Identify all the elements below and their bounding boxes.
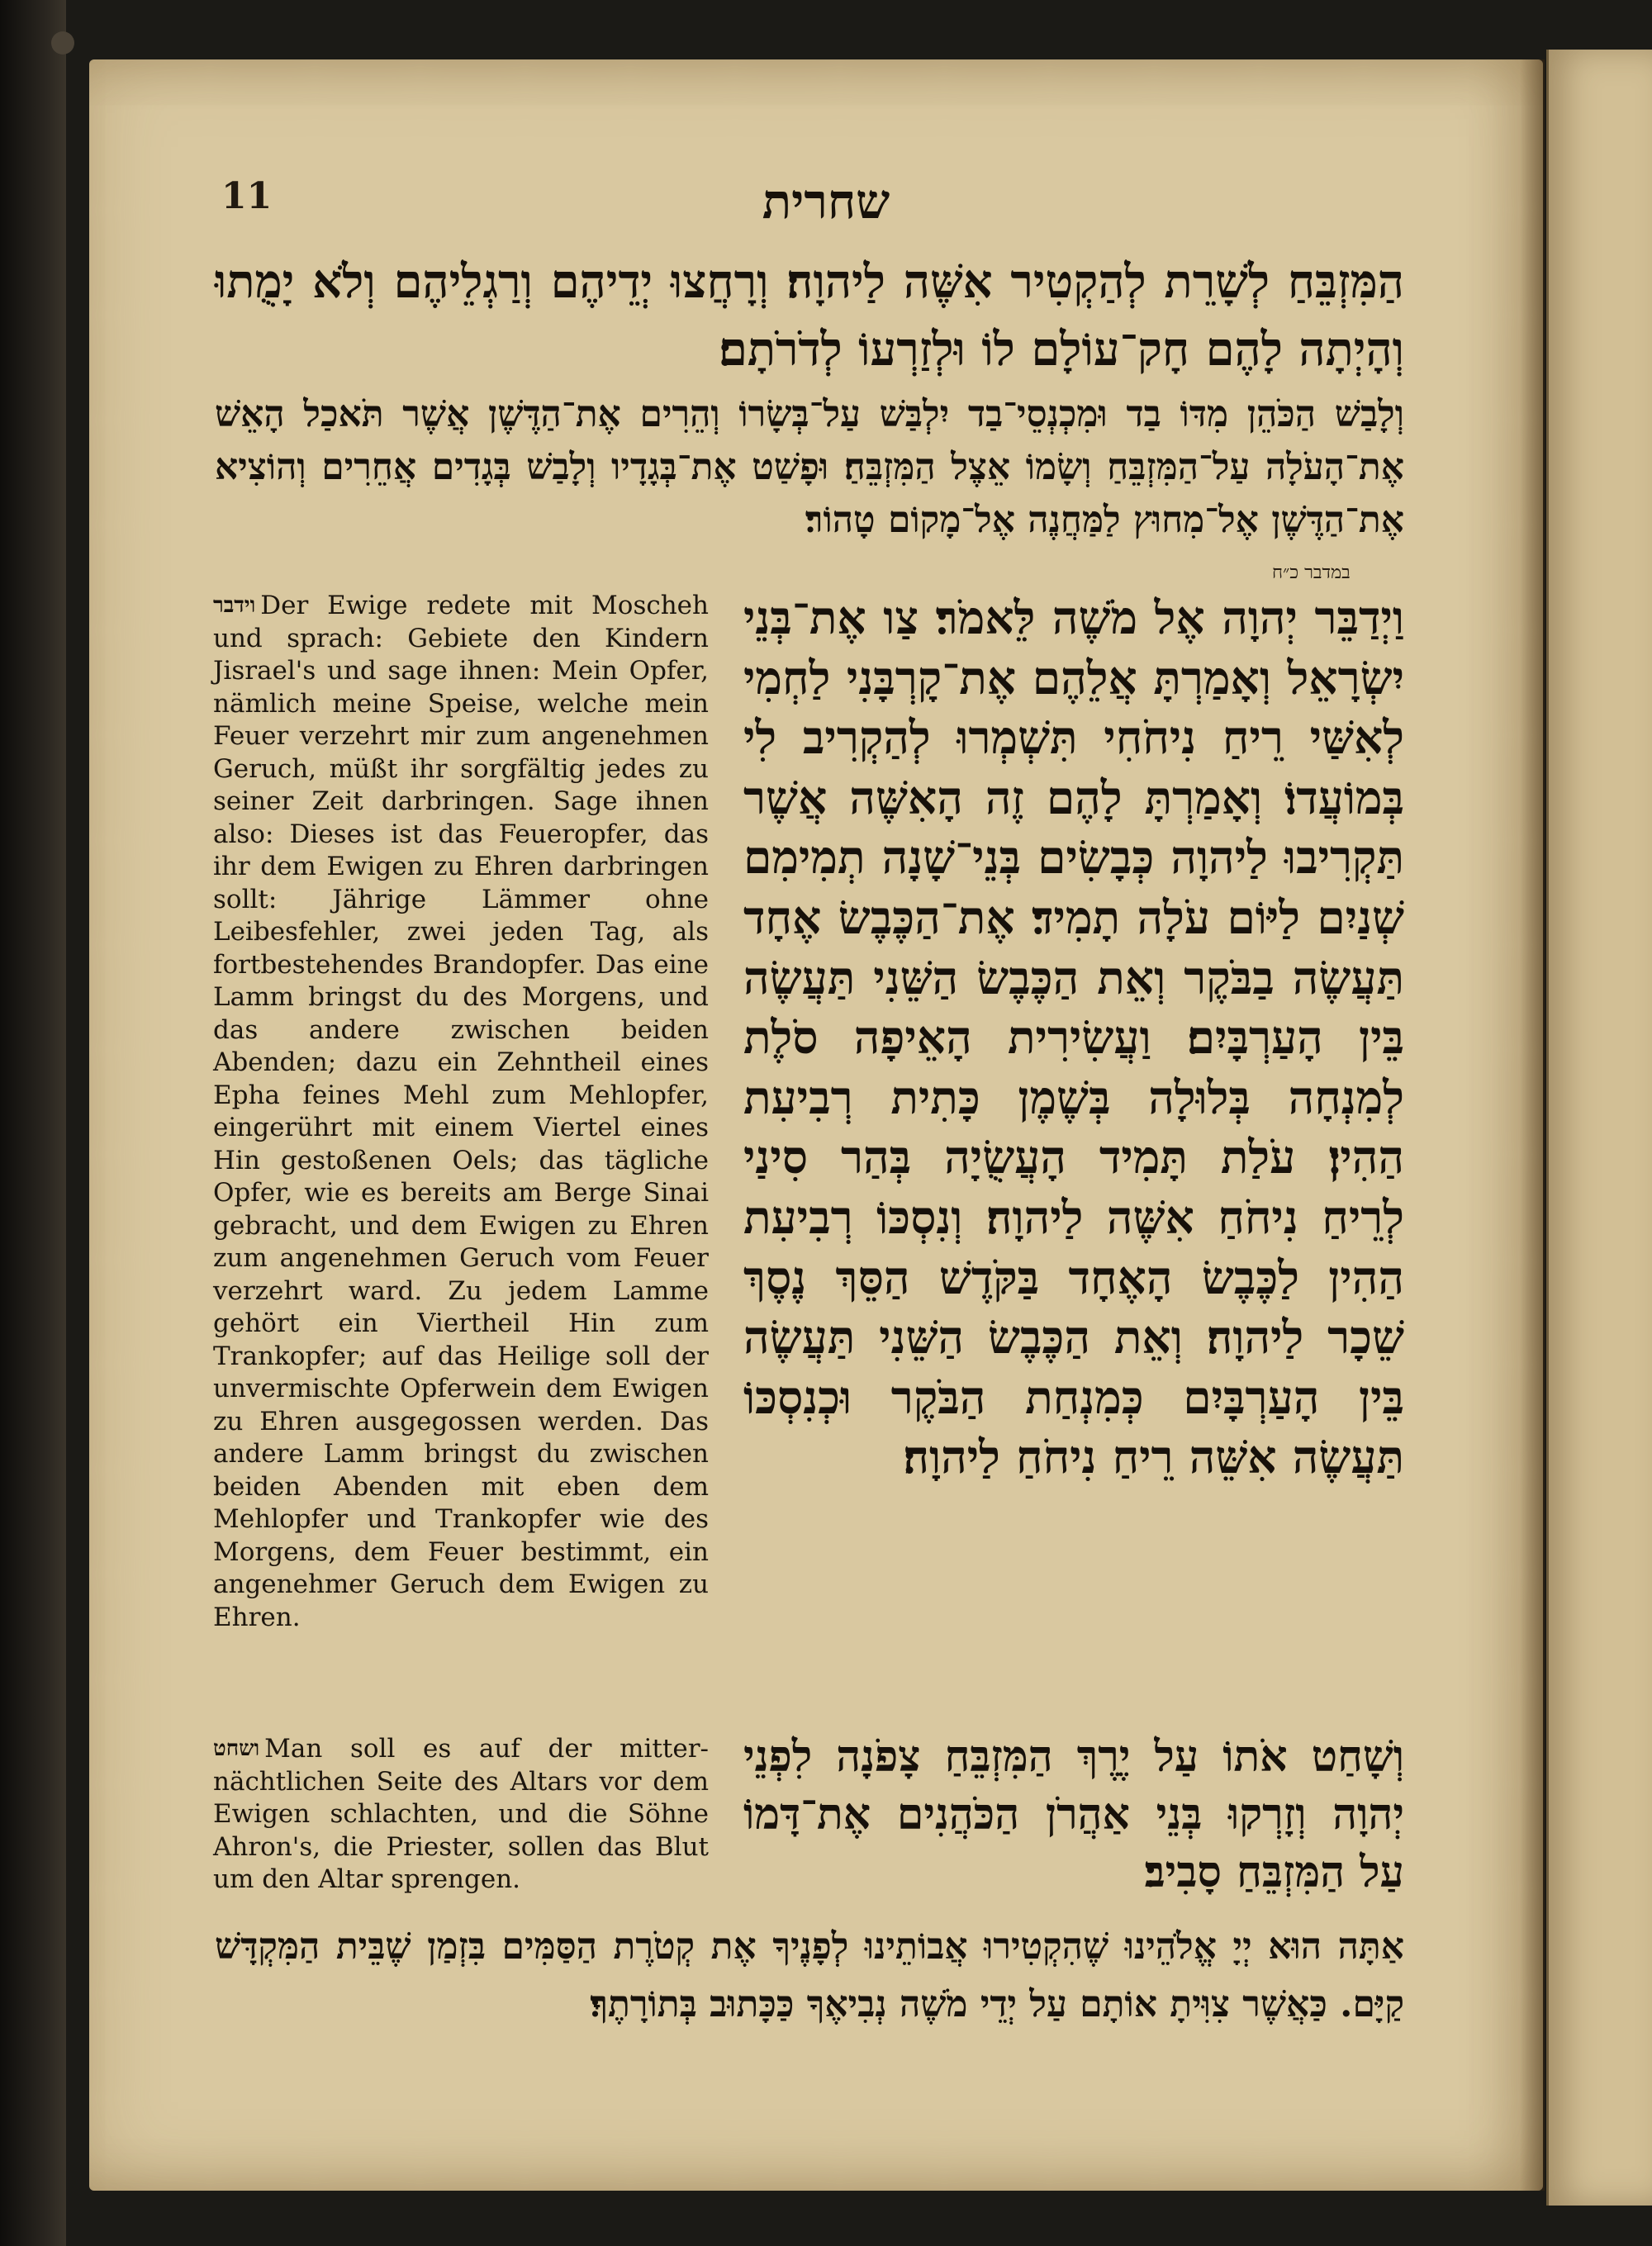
top-hebrew-verse-a: הַמִּזְבֵּחַ לְשָׁרֵת לְהַקְטִיר אִשֶּׁה לַיהוָה׃ וְרָחֲצוּ יְדֵיהֶם וְרַגְלֵיהֶם וְלֹא יָמֻתוּ וְהָיְתָה לָהֶם חָק־עוֹלָם לוֹ וּלְזַרְעוֹ לְדֹרֹתָם׃ <box>215 254 1404 377</box>
page-gutter-shadow <box>1520 59 1545 2191</box>
german-text: Man soll es auf der mitternächtlichen Seite des Altars vor dem Ewigen schlachten, und die Söhne Ahron's, die Priester, sollen das Blut um den Altar sprengen. <box>213 1734 709 1894</box>
book-spine <box>0 0 66 2246</box>
binding-thread <box>51 31 74 55</box>
german-translation-para-1 <box>213 590 709 1634</box>
hebrew-torah-para-2: וְשָׁחַט אֹתוֹ עַל יֶרֶךְ הַמִּזְבֵּחַ צָפֹנָה לִפְנֵי יְהוָה וְזָרְקוּ בְּנֵי אַהֲרֹן הַכֹּהֲנִים אֶת־דָּמוֹ עַל הַמִּזְבֵּחַ סָבִיב׃ <box>743 1731 1404 1897</box>
top-hebrew-verse-b: וְלָבַשׁ הַכֹּהֵן מִדּוֹ בַד וּמִכְנְסֵי־בַד יִלְבַּשׁ עַל־בְּשָׂרוֹ וְהֵרִים אֶת־הַדֶּשֶׁן אֲשֶׁר תֹּאכַל הָאֵשׁ אֶת־הָעֹלָה עַל־הַמִּזְבֵּחַ וְשָׂמוֹ אֵצֶל הַמִּזְבֵּחַ׃ וּפָשַׁט אֶת־בְּגָדָיו וְלָבַשׁ בְּגָדִים אֲחֵרִים וְהוֹצִיא אֶת־הַדֶּשֶׁן אֶל־מִחוּץ לַמַּחֲנֶה אֶל־מָקוֹם טָהוֹר׃ <box>215 393 1404 541</box>
bottom-prayer-text: אַתָּה הוּא יְיָ אֱלֹהֵינוּ שֶׁהִקְטִירוּ אֲבוֹתֵינוּ לְפָנֶיךָ אֶת קְטֹרֶת הַסַּמִּים בִּזְמַן שֶׁבֵּית הַמִּקְדָּשׁ קַיָּם. כַּאֲשֶׁר צִוִּיתָ אוֹתָם עַל יְדֵי מֹשֶׁה נְבִיאֶךָ כַּכָּתוּב בְּתוֹרָתֶךָ׃ <box>215 1925 1404 2025</box>
hebrew-torah-para-1: וַיְדַבֵּר יְהוָה אֶל מֹשֶׁה לֵּאמֹר׃ צַו אֶת־בְּנֵי יִשְׂרָאֵל וְאָמַרְתָּ אֲלֵהֶם אֶת־קָרְבָּנִי לַחְמִי לְאִשַּׁי רֵיחַ נִיחֹחִי תִּשְׁמְרוּ לְהַקְרִיב לִי בְּמוֹעֲדוֹ׃ וְאָמַרְתָּ לָהֶם זֶה הָאִשֶּׁה אֲשֶׁר תַּקְרִיבוּ לַיהוָה כְּבָשִׂים בְּנֵי־שָׁנָה תְמִימִם שְׁנַיִם לַיּוֹם עֹלָה תָמִיד׃ אֶת־הַכֶּבֶשׂ אֶחָד תַּעֲשֶׂה בַבֹּקֶר וְאֵת הַכֶּבֶשׂ הַשֵּׁנִי תַּעֲשֶׂה בֵּין הָעַרְבָּיִם׃ וַעֲשִׂירִית הָאֵיפָה סֹלֶת לְמִנְחָה בְּלוּלָה בְּשֶׁמֶן כָּתִית רְבִיעִת הַהִין׃ עֹלַת תָּמִיד הָעֲשֻׂיָה בְּהַר סִינַי לְרֵיחַ נִיחֹחַ אִשֶּׁה לַיהוָה׃ וְנִסְכּוֹ רְבִיעִת הַהִין לַכֶּבֶשׂ הָאֶחָד בַּקֹּדֶשׁ הַסֵּךְ נֶסֶךְ שֵׁכָר לַיהוָה׃ וְאֵת הַכֶּבֶשׂ הַשֵּׁנִי תַּעֲשֶׂה בֵּין הָעַרְבָּיִם כְּמִנְחַת הַבֹּקֶר וּכְנִסְכּוֹ תַּעֲשֶׂה אִשֵּׁה רֵיחַ נִיחֹחַ לַיהוָה׃ <box>743 591 1404 1484</box>
facing-page-edge <box>1546 50 1652 2206</box>
running-header: שחרית <box>762 173 890 230</box>
german-translation-para-2 <box>213 1733 709 1897</box>
bible-reference: במדבר כ״ח <box>1272 563 1351 583</box>
page-number: 11 <box>221 175 273 217</box>
german-text: Der Ewige redete mit Moscheh und sprach: Gebiete den Kindern Jisrael's und sage ihnen: Mein Opfer, nämlich meine Speise, welche mein Feuer verzehrt mir zum angenehmen Geruch, müßt ihr sorgfältig jedes zu seiner Zeit darbringen. Sage ihnen also: Dieses ist das Feueropfer, das ihr dem Ewigen zu Ehren darbringen sollt: Jährige Lämmer ohne Leibesfehler, zwei jeden Tag, als fortbestehendes Brandopfer. Das eine Lamm bringst du des Morgens, und das andere zwischen beiden Abenden; dazu ein Zehntheil eines Epha feines Mehl zum Mehlopfer, eingerührt mit einem Viertel eines Hin gestoßenen Oels; das tägliche Opfer, wie es bereits am Berge Sinai gebracht, und dem Ewigen zu Ehren zum angenehmen Geruch vom Feuer verzehrt ward. Zu jedem Lamme gehört ein Viertheil Hin zum Trankopfer; auf das Heilige soll der unvermischte Opferwein dem Ewigen zu Ehren ausgegossen werden. Das andere Lamm bringst du zwischen beiden Abenden mit eben dem Mehlopfer und Trankopfer wie des Morgens, dem Feuer bestimmt, ein angenehmer Geruch dem Ewigen zu Ehren. <box>213 591 709 1632</box>
para-marker: וידבר <box>213 593 256 618</box>
para-marker: ושחט <box>213 1736 260 1761</box>
